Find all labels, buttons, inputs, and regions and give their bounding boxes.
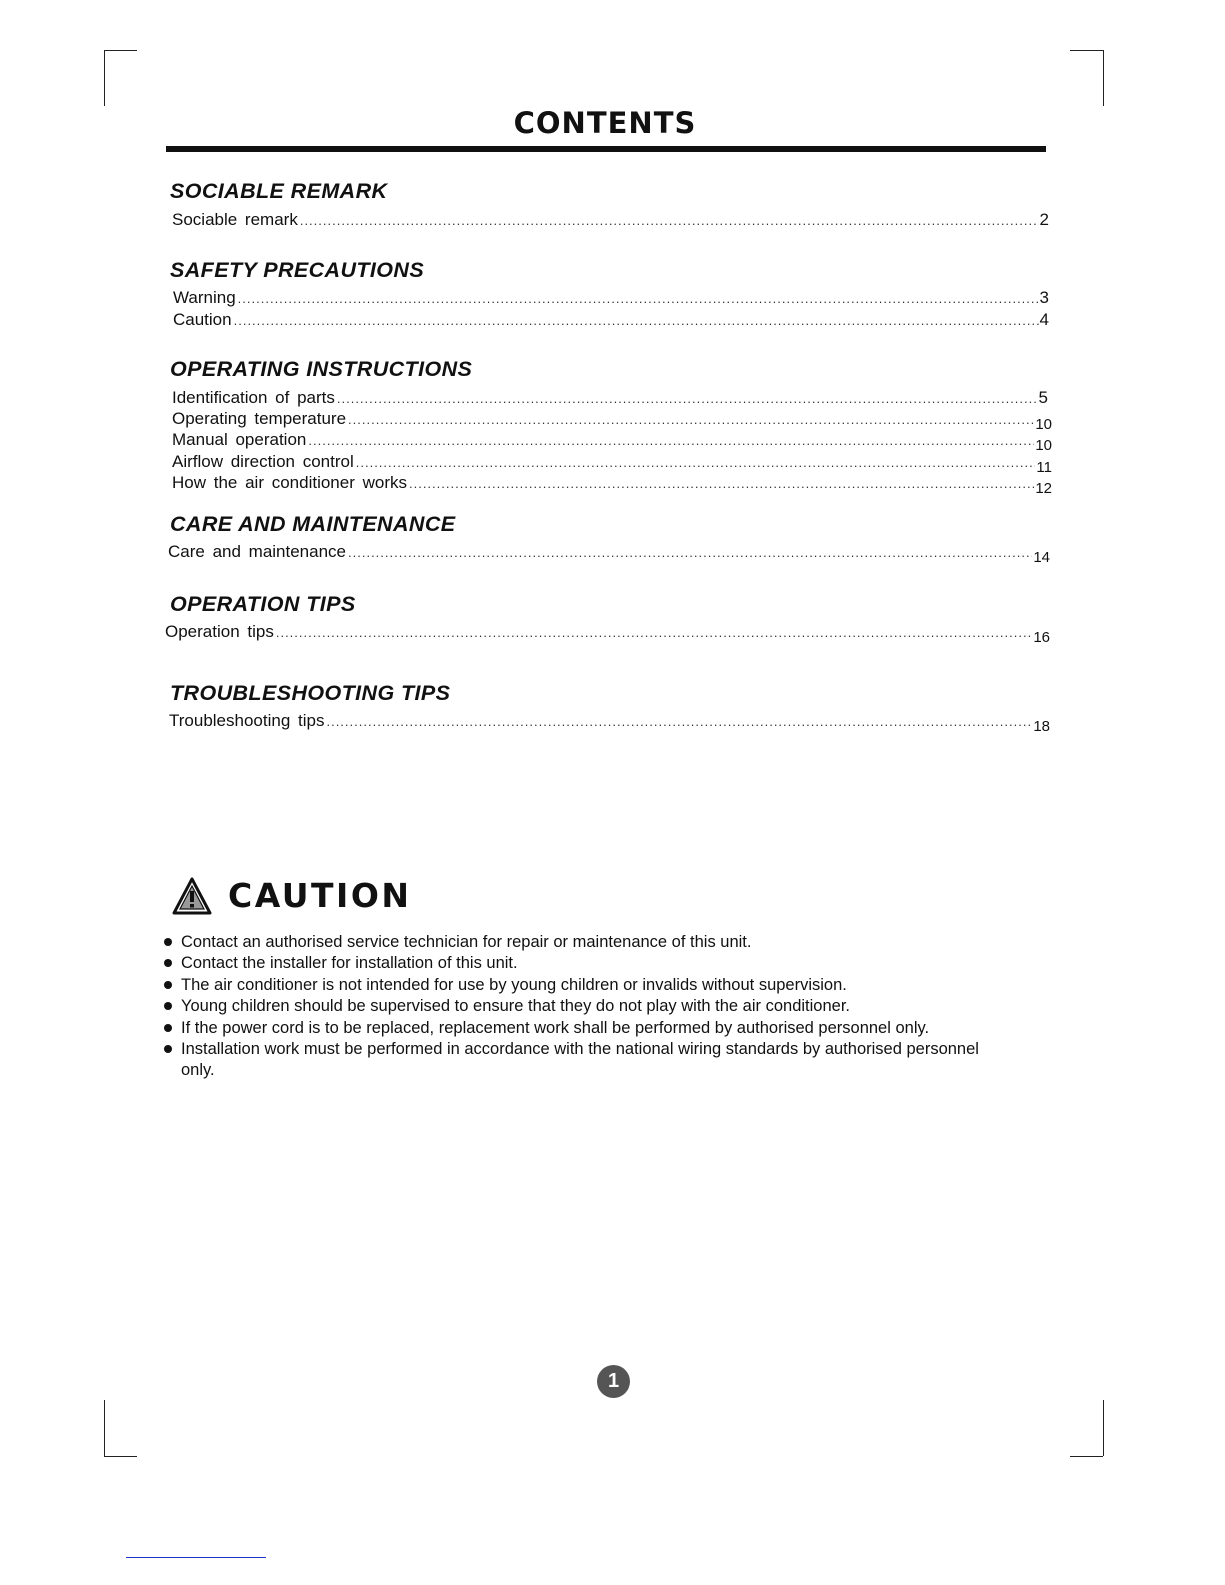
leader-dots (409, 477, 1034, 490)
crop-mark-bottom-right-h (1070, 1456, 1103, 1457)
toc-entry[interactable] (173, 289, 1049, 306)
section-heading-operation-tips: OPERATION TIPS (170, 592, 356, 616)
toc-entry-label: Sociable remark (172, 210, 298, 229)
toc-entry-page: 14 (1033, 549, 1050, 566)
crop-mark-bottom-left-v (104, 1400, 105, 1456)
toc-entry-label: How the air conditioner works (172, 473, 407, 492)
toc-entry-label: Airflow direction control (172, 452, 354, 471)
toc-entry-label: Identification of parts (172, 388, 335, 407)
caution-item-text: If the power cord is to be replaced, replacement work shall be performed by authorised personnel only. (181, 1018, 930, 1037)
section-heading-safety-precautions: SAFETY PRECAUTIONS (170, 258, 425, 282)
leader-dots (356, 456, 1036, 469)
caution-item-text: Young children should be supervised to ensure that they do not play with the air conditioner. (181, 997, 850, 1016)
crop-mark-bottom-right-v (1103, 1400, 1104, 1456)
leader-dots (348, 413, 1034, 426)
leader-dots (276, 626, 1032, 639)
toc-entry-label: Operation tips (165, 622, 274, 641)
leader-dots (337, 392, 1038, 405)
caution-item-text: Installation work must be performed in accordance with the national wiring standards by authorised personnel only. (181, 1040, 979, 1080)
bullet-icon (164, 1045, 172, 1053)
toc-entry[interactable] (172, 211, 1049, 228)
toc-entry-page: 2 (1039, 210, 1049, 229)
caution-item-text: Contact an authorised service technician for repair or maintenance of this unit. (181, 933, 752, 951)
toc-entry[interactable] (165, 622, 1050, 646)
crop-mark-top-left-h (104, 50, 137, 51)
leader-dots (308, 434, 1034, 447)
crop-mark-top-right-v (1103, 50, 1104, 106)
warning-triangle-icon (172, 877, 212, 915)
leader-dots (300, 214, 1039, 227)
toc-entry-label: Caution (173, 310, 232, 329)
section-heading-troubleshooting-tips: TROUBLESHOOTING TIPS (170, 681, 451, 705)
page-number-badge: 1 (597, 1365, 630, 1398)
caution-item (163, 1018, 1063, 1039)
toc-entry-label: Care and maintenance (168, 542, 347, 561)
toc-entry-label: Operating temperature (172, 409, 347, 428)
toc-entry[interactable] (172, 452, 1052, 476)
toc-entry-page: 16 (1033, 629, 1050, 646)
caution-item (163, 996, 1063, 1017)
crop-mark-top-left-v (104, 50, 105, 106)
toc-entry[interactable] (172, 430, 1052, 454)
toc-entry-label: Warning (173, 288, 236, 307)
caution-title: CAUTION (228, 876, 412, 915)
toc-entry[interactable] (173, 311, 1049, 328)
bullet-icon (164, 981, 172, 989)
toc-entry[interactable] (172, 473, 1052, 497)
bullet-icon (164, 938, 172, 946)
section-heading-sociable-remark: SOCIABLE REMARK (170, 179, 388, 203)
page-title: CONTENTS (513, 106, 697, 140)
toc-entry-page: 4 (1039, 310, 1049, 329)
toc-entry-page: 3 (1039, 288, 1049, 307)
caution-item (163, 932, 1063, 953)
toc-entry[interactable] (172, 409, 1052, 433)
caution-item (163, 1039, 1063, 1082)
leader-dots (348, 546, 1032, 559)
toc-entry[interactable] (168, 542, 1050, 566)
toc-entry-page: 12 (1035, 480, 1052, 497)
crop-mark-top-right-h (1070, 50, 1103, 51)
bullet-icon (164, 1002, 172, 1010)
toc-entry-page: 5 (1038, 388, 1048, 407)
section-heading-care-and-maintenance: CARE AND MAINTENANCE (170, 512, 456, 536)
caution-item-text: The air conditioner is not intended for use by young children or invalids without supervision. (181, 975, 847, 994)
bullet-icon (164, 959, 172, 967)
toc-entry[interactable] (172, 389, 1048, 406)
section-heading-operating-instructions: OPERATING INSTRUCTIONS (170, 357, 473, 381)
caution-item (163, 975, 1063, 996)
bullet-icon (164, 1024, 172, 1032)
caution-list (163, 932, 1063, 1082)
leader-dots (326, 715, 1032, 728)
toc-entry-page: 18 (1033, 718, 1050, 735)
toc-entry-page: 11 (1036, 459, 1052, 476)
caution-item (163, 953, 1063, 974)
toc-entry-page: 10 (1035, 416, 1052, 433)
toc-entry-label: Manual operation (172, 430, 307, 449)
footer-link-underline (126, 1557, 266, 1558)
title-rule (166, 146, 1046, 152)
leader-dots (238, 292, 1039, 305)
toc-entry-label: Troubleshooting tips (169, 711, 325, 730)
leader-dots (234, 314, 1039, 327)
toc-entry[interactable] (169, 711, 1050, 735)
caution-item-text: Contact the installer for installation of this unit. (181, 954, 518, 973)
caution-header (172, 876, 412, 915)
toc-entry-page: 10 (1035, 437, 1052, 454)
crop-mark-bottom-left-h (104, 1456, 137, 1457)
